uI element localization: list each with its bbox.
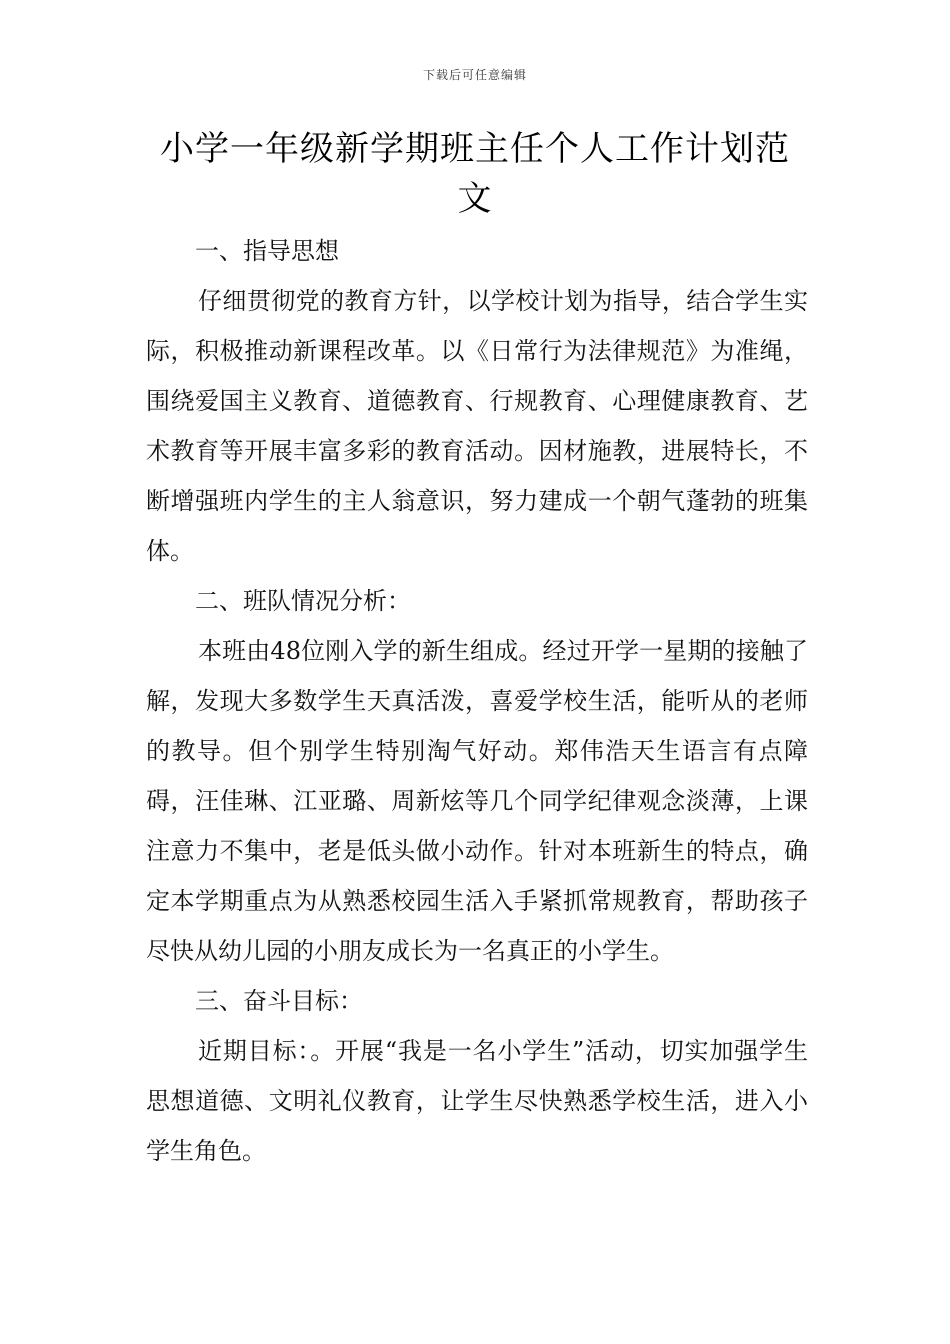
section-paragraph-goals: 近期目标：。开展“我是一名小学生”活动，切实加强学生思想道德、文明礼仪教育，让学生尽快熟悉学校生活，进入小学生角色。 — [146, 1037, 808, 1165]
section-paragraph-guiding-thought: 仔细贯彻党的教育方针，以学校计划为指导，结合学生实际，积极推动新课程改革。以《日常行为法律规范》为准绳，围绕爱国主义教育、道德教育、行规教育、心理健康教育、艺术教育等开展丰富多彩的教育活动。因材施教，进展特长，不断增强班内学生的主人翁意识，努力建成一个朝气蓬勃的班集体。 — [146, 287, 808, 565]
header-note: 下载后可任意编辑 — [422, 68, 527, 82]
section-paragraph-class-analysis: 本班由48位刚入学的新生组成。经过开学一星期的接触了解，发现大多数学生天真活泼，喜爱学校生活，能听从的老师的教导。但个别学生特别淘气好动。郑伟浩天生语言有点障碍，汪佳琳、江亚璐、周新炫等几个同学纪律观念淡薄，上课注意力不集中，老是低头做小动作。针对本班新生的特点，确定本学期重点为从熟悉校园生活入手紧抓常规教育，帮助孩子尽快从幼儿园的小朋友成长为一名真正的小学生。 — [146, 637, 808, 965]
section-heading-class-analysis: 二、班队情况分析： — [195, 587, 411, 615]
section-heading-goals: 三、奋斗目标： — [195, 987, 363, 1015]
document-body — [146, 226, 808, 1176]
section-heading-guiding-thought: 一、指导思想 — [195, 237, 339, 265]
document-title: 小学一年级新学期班主任个人工作计划范文 — [160, 129, 790, 219]
